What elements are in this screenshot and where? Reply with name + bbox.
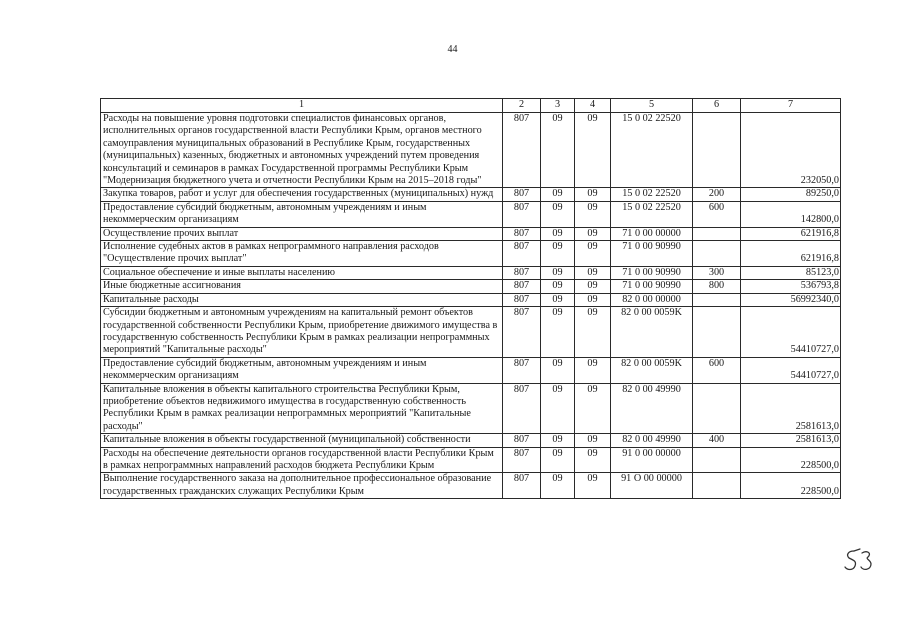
table-row (101, 383, 841, 434)
cell-amount: 232050,0 (741, 113, 841, 188)
cell-expense-type: 400 (693, 434, 741, 447)
table-row (101, 473, 841, 499)
cell-subsection: 09 (575, 357, 611, 383)
column-header: 6 (693, 99, 741, 113)
cell-target-code: 15 0 02 22520 (611, 201, 693, 227)
cell-amount: 56992340,0 (741, 293, 841, 306)
cell-amount: 536793,8 (741, 280, 841, 293)
cell-subsection: 09 (575, 113, 611, 188)
cell-section: 09 (541, 188, 575, 201)
cell-name: Капитальные вложения в объекты капитального строительства Республики Крым, приобретение объектов недвижимого имущества в государственную собственность Республики Крым в рамках реализации непрограммных мероприятий "Капитальные расходы" (101, 383, 503, 434)
column-header: 7 (741, 99, 841, 113)
cell-target-code: 15 0 02 22520 (611, 188, 693, 201)
cell-expense-type: 800 (693, 280, 741, 293)
cell-expense-type (693, 227, 741, 240)
table-row (101, 307, 841, 358)
cell-section: 09 (541, 201, 575, 227)
cell-subsection: 09 (575, 266, 611, 279)
cell-subsection: 09 (575, 201, 611, 227)
cell-subsection: 09 (575, 227, 611, 240)
table-row (101, 266, 841, 279)
cell-ved: 807 (503, 266, 541, 279)
cell-target-code: 82 0 00 49990 (611, 383, 693, 434)
cell-target-code: 91 0 00 00000 (611, 447, 693, 473)
cell-target-code: 82 0 00 0059K (611, 357, 693, 383)
table-header-row (101, 99, 841, 113)
column-header: 2 (503, 99, 541, 113)
cell-name: Предоставление субсидий бюджетным, автономным учреждениям и иным некоммерческим организациям (101, 201, 503, 227)
cell-section: 09 (541, 434, 575, 447)
cell-section: 09 (541, 113, 575, 188)
cell-subsection: 09 (575, 473, 611, 499)
cell-amount: 2581613,0 (741, 434, 841, 447)
cell-expense-type (693, 473, 741, 499)
cell-subsection: 09 (575, 307, 611, 358)
cell-ved: 807 (503, 241, 541, 267)
cell-ved: 807 (503, 227, 541, 240)
cell-expense-type: 600 (693, 357, 741, 383)
cell-target-code: 71 0 00 90990 (611, 280, 693, 293)
cell-expense-type: 300 (693, 266, 741, 279)
column-header: 3 (541, 99, 575, 113)
cell-amount: 228500,0 (741, 473, 841, 499)
budget-table (100, 98, 841, 499)
cell-section: 09 (541, 280, 575, 293)
cell-section: 09 (541, 447, 575, 473)
cell-target-code: 71 0 00 00000 (611, 227, 693, 240)
cell-subsection: 09 (575, 434, 611, 447)
cell-section: 09 (541, 293, 575, 306)
cell-amount: 621916,8 (741, 227, 841, 240)
table-body (101, 113, 841, 499)
cell-subsection: 09 (575, 241, 611, 267)
cell-amount: 228500,0 (741, 447, 841, 473)
cell-expense-type (693, 113, 741, 188)
table-row (101, 293, 841, 306)
page-number: 44 (447, 44, 458, 55)
table-row (101, 280, 841, 293)
cell-name: Осуществление прочих выплат (101, 227, 503, 240)
cell-target-code: 82 0 00 49990 (611, 434, 693, 447)
cell-target-code: 15 0 02 22520 (611, 113, 693, 188)
cell-name: Исполнение судебных актов в рамках непрограммного направления расходов "Осуществление прочих выплат" (101, 241, 503, 267)
cell-expense-type (693, 241, 741, 267)
table-row (101, 188, 841, 201)
handwritten-page-mark (842, 545, 878, 575)
cell-section: 09 (541, 227, 575, 240)
cell-section: 09 (541, 357, 575, 383)
cell-name: Иные бюджетные ассигнования (101, 280, 503, 293)
cell-amount: 54410727,0 (741, 307, 841, 358)
table-row (101, 434, 841, 447)
cell-expense-type (693, 383, 741, 434)
cell-ved: 807 (503, 307, 541, 358)
cell-ved: 807 (503, 293, 541, 306)
cell-expense-type (693, 307, 741, 358)
column-header: 4 (575, 99, 611, 113)
cell-name: Выполнение государственного заказа на дополнительное профессиональное образование государственных гражданских служащих Республики Крым (101, 473, 503, 499)
cell-amount: 89250,0 (741, 188, 841, 201)
cell-amount: 2581613,0 (741, 383, 841, 434)
cell-target-code: 82 0 00 00000 (611, 293, 693, 306)
cell-subsection: 09 (575, 293, 611, 306)
cell-expense-type: 200 (693, 188, 741, 201)
cell-subsection: 09 (575, 383, 611, 434)
cell-amount: 142800,0 (741, 201, 841, 227)
cell-name: Капитальные вложения в объекты государственной (муниципальной) собственности (101, 434, 503, 447)
cell-target-code: 91 O 00 00000 (611, 473, 693, 499)
cell-ved: 807 (503, 201, 541, 227)
cell-ved: 807 (503, 113, 541, 188)
cell-ved: 807 (503, 280, 541, 293)
cell-ved: 807 (503, 473, 541, 499)
cell-target-code: 82 0 00 0059K (611, 307, 693, 358)
cell-name: Расходы на обеспечение деятельности органов государственной власти Республики Крым в рамках непрограммных направлений расходов бюджета Республики Крым (101, 447, 503, 473)
cell-ved: 807 (503, 383, 541, 434)
cell-amount: 85123,0 (741, 266, 841, 279)
cell-ved: 807 (503, 188, 541, 201)
cell-name: Расходы на повышение уровня подготовки специалистов финансовых органов, исполнительных органов государственной власти Республики Крым, органов местного самоуправления муниципальных образований в Республике Крым, государственных (муниципальных) казенных, бюджетных и автономных учреждений путем проведения консультаций и семинаров в рамках Государственной программы Республики Крым "Модернизация бюджетного учета и отчетности Республики Крым на 2015–2018 годы" (101, 113, 503, 188)
cell-expense-type (693, 447, 741, 473)
cell-target-code: 71 0 00 90990 (611, 266, 693, 279)
cell-section: 09 (541, 266, 575, 279)
column-header: 1 (101, 99, 503, 113)
cell-name: Социальное обеспечение и иные выплаты населению (101, 266, 503, 279)
cell-section: 09 (541, 383, 575, 434)
cell-ved: 807 (503, 357, 541, 383)
table-row (101, 201, 841, 227)
cell-subsection: 09 (575, 447, 611, 473)
cell-section: 09 (541, 241, 575, 267)
cell-amount: 621916,8 (741, 241, 841, 267)
cell-section: 09 (541, 473, 575, 499)
cell-name: Предоставление субсидий бюджетным, автономным учреждениям и иным некоммерческим организациям (101, 357, 503, 383)
table-row (101, 241, 841, 267)
cell-name: Капитальные расходы (101, 293, 503, 306)
table-row (101, 113, 841, 188)
cell-subsection: 09 (575, 280, 611, 293)
table-row (101, 227, 841, 240)
cell-ved: 807 (503, 434, 541, 447)
cell-target-code: 71 0 00 90990 (611, 241, 693, 267)
cell-amount: 54410727,0 (741, 357, 841, 383)
cell-expense-type: 600 (693, 201, 741, 227)
table-row (101, 447, 841, 473)
cell-expense-type (693, 293, 741, 306)
cell-section: 09 (541, 307, 575, 358)
table-row (101, 357, 841, 383)
cell-subsection: 09 (575, 188, 611, 201)
cell-name: Закупка товаров, работ и услуг для обеспечения государственных (муниципальных) нужд (101, 188, 503, 201)
cell-name: Субсидии бюджетным и автономным учреждениям на капитальный ремонт объектов государственной собственности Республики Крым, приобретение движимого имущества в государственную собственность Республики Крым в рамках реализации непрограммных мероприятий "Капитальные расходы" (101, 307, 503, 358)
column-header: 5 (611, 99, 693, 113)
cell-ved: 807 (503, 447, 541, 473)
